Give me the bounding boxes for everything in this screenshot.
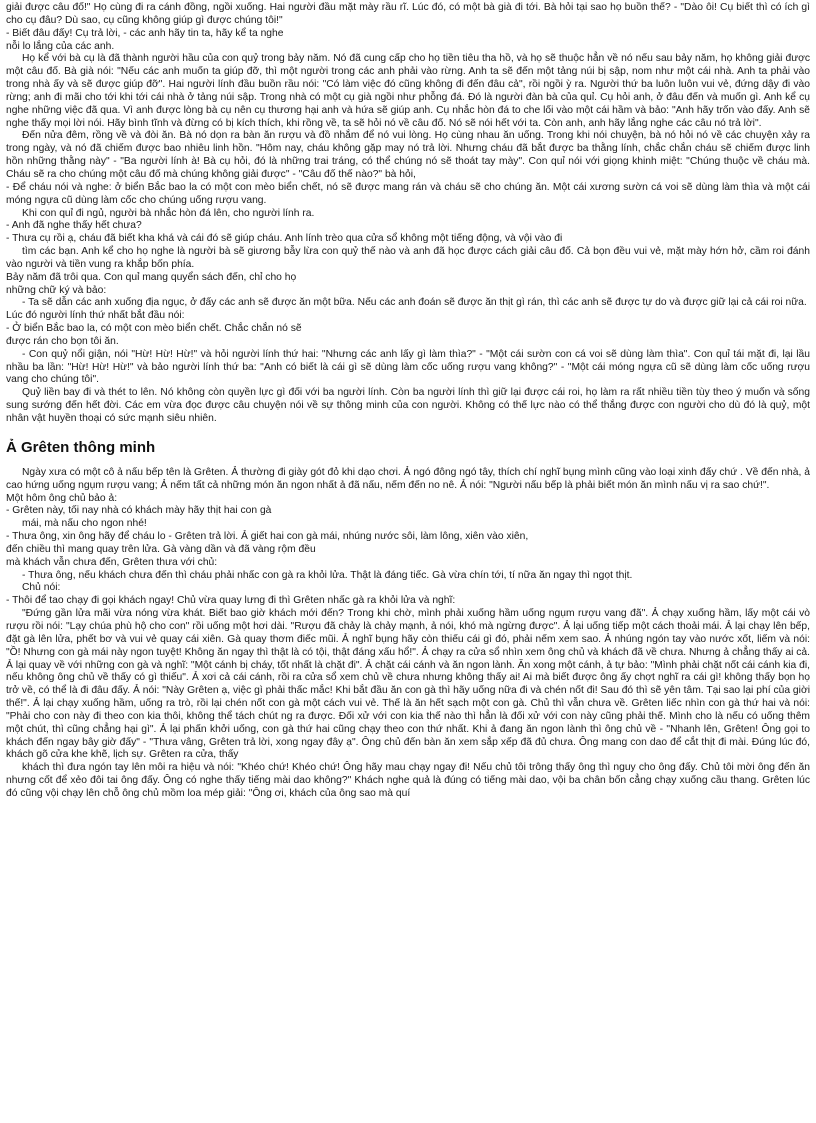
paragraph: Khi con quỉ đi ngủ, người bà nhắc hòn đá lên, cho người lính ra. [22,207,315,219]
paragraph: Một hôm ông chủ bảo ả: [6,492,118,504]
paragraph: giải được câu đố!" Họ cùng đi ra cánh đồng, ngồi xuống. Hai người đầu mặt mày rầu rĩ. Lúc đó, có một bà già đi tới. Bà hỏi tại sao họ buồn thế? - "Dào ôi! Cụ biết thì có ích gì cho cụ đâu? Dù sao, cụ cũng không giúp gì được chúng tôi!" [6,2,810,26]
paragraph: - Để cháu nói và nghe: ở biển Bắc bao la có một con mèo biển chết, nó sẽ được mang rán và cháu sẽ cho chúng ăn. Một cái xương sườn cá voi sẽ dùng làm thìa và một cái móng ngựa cũ dùng làm cốc cho chúng uống rượu vang. [6,181,810,206]
paragraph: Quỷ liền bay đi và thét to lên. Nó không còn quyền lực gì đối với ba người lính. Còn ba người lính thì giữ lại được cái roi, họ làm ra rất nhiều tiền tùy theo ý muốn và sống sung sướng đến hết đời. Các em vừa đọc được câu chuyện nói về sự thông minh của con người. Không có thế lực nào có thể thắng được con người cho dù đó là quỷ, một nhân vật huyền thoại có sức mạnh siêu nhiên. [6,387,810,424]
paragraph: Họ kể với bà cụ là đã thành người hầu của con quỷ trong bảy năm. Nó đã cung cấp cho họ tiền tiêu tha hồ, và họ sẽ thuộc hẳn về nó nếu sau bảy năm, họ không giải được một câu đố. Bà già nói: "Nếu các anh muốn ta giúp đỡ, thì một người trong các anh phải vào rừng. Anh ta sẽ đến một tảng núi bị sập, nom như một cái nhà. Anh ta phải vào trong nhà ấy và sẽ được giúp đỡ". Hai người lính đầu buồn rầu nói: "Có làm việc đó cũng không đi đến đâu cả", rồi ngồi ỳ ra. Người thứ ba luôn luôn vui vẻ, đứng dậy đi vào rừng; anh đi mãi cho tới khi tới cái nhà ở tảng núi sập. Trong nhà có một cụ già ngồi như phỗng đá. Đó là người đàn bà của quỉ. Cụ hỏi anh, ở đâu đến và muốn gì. Anh kể cụ nghe những việc đã qua. Vì anh được lòng bà cụ nên cụ thương hại anh và hứa sẽ giúp anh. Cụ nhắc hòn đá to che lối vào một cái hầm và bảo: "Anh hãy trốn vào đấy. Anh sẽ nghe thấy mọi lời nói. Hãy bình tĩnh và đừng có bị kích thích, khi rồng về, ta sẽ hỏi nó về câu đố. Nó sẽ nói hết với ta. Còn anh, anh hãy lắng nghe các câu nó trả lời". [6,53,810,129]
paragraph: Ngày xưa có một cô ả nấu bếp tên là Grêten. Ả thường đi giày gót đỏ khi dạo chơi. Ả ngó đông ngó tây, thích chí nghĩ bụng mình cũng vào loại xinh đấy chứ . Về đến nhà, ả cao hứng uống ngụm rượu vang; Ả nếm tất cả những món ăn ngon nhất ả đã nấu, nếm đến no nê. Ả nói: "Người nấu bếp là phải biết món ăn mình nấu vị ra sao chứ!". [6,466,810,491]
paragraph: - Thôi để tao chạy đi gọi khách ngay! Chủ vừa quay lưng đi thì Grêten nhấc gà ra khỏi lửa và nghĩ: [6,595,456,607]
paragraph: - Thưa cụ rồi ạ, cháu đã biết kha khá và cái đó sẽ giúp cháu. Anh lính trèo qua cửa sổ không một tiếng động, và vội vào đi [6,233,563,245]
paragraph: được rán cho bọn tôi ăn. [6,335,119,347]
paragraph: những chữ ký và bảo: [6,284,107,296]
section-heading-clever-gretel: Ả Grêten thông minh [6,438,156,456]
paragraph: nỗi lo lắng của các anh. [6,40,115,52]
paragraph: - Anh đã nghe thấy hết chưa? [6,220,142,232]
paragraph: Đến nửa đêm, rồng về và đòi ăn. Bà nó dọn ra bàn ăn rượu và đồ nhắm để nó vui lòng. Họ cùng nhau ăn uống. Trong khi nói chuyện, bà nó hỏi nó về các chuyện xảy ra trong ngày, và nó đã chiếm được bao nhiêu linh hồn. "Hôm nay, cháu không gặp may nó trả lời. Nhưng cháu đã bắt được ba thằng lính, chắc chắn cháu sẽ chiếm được linh hồn những thằng này" - "Ba người lính à! Bà cụ hỏi, đó là những trai tráng, có thể chúng nó sẽ thoát tay mày". Con quỉ nói với giọng khinh miệt: "Chúng thuộc về cháu mà. Cháu sẽ ra cho chúng một câu đố mà chúng không giải được" - "Câu đố thế nào?" bà hỏi, [6,130,810,180]
paragraph: - Grêten này, tối nay nhà có khách mày hãy thịt hai con gà [6,505,272,517]
paragraph: "Đứng gần lửa mãi vừa nóng vừa khát. Biết bao giờ khách mới đến? Trong khi chờ, mình phải xuống hầm uống ngụm rượu vang đã". Ả chạy xuống hầm, lấy một cái vò rượu rồi nói: "Lạy chúa phù hộ cho con" rồi uống một hơi dài. "Rượu đã chảy là chảy mạnh, ả nói, khó mà ngừng được". Ả lại uống tiếp một cách thoải mái. Ả lại chạy lên bếp, đặt gà lên lửa, phết bơ và vui vẻ quay cái xiên. Gà quay thơm điếc mũi. Ả nghĩ bụng hãy còn thiếu cái gì đó, phải nếm xem sao. Ả nhúng ngón tay vào nước xốt, liếm và nói: "Ồ! Nhưng con gà mái này ngon tuyệt! Không ăn ngay thì thật là có tội, thật đáng xấu hổ!". Ả chạy ra cửa sổ nhìn xem ông chủ và khách đã về chưa. Nhưng ả chẳng thấy ai cả. Ả lại quay về với những con gà và nghĩ: "Một cánh bị cháy, tốt nhất là chặt đi". Ả chặt cái cánh và ăn ngon lành. Ăn xong một cánh, ả tự bảo: "Mình phải chặt nốt cái cánh kia đi, nếu không ông chủ về thấy có gì thiếu". Ả xơi cả cái cánh, rồi ra cửa sổ xem chủ về chưa nhưng không thấy ai! Ai mà biết được ông ấy chợt nghĩ ra cái gì! không thấy bọn họ trở về, có thể là đi đâu đấy. Ả nói: "Này Grêten ạ, việc gì phải thấc mắc! Khi bắt đầu ăn con gà thì hãy uống nữa đi và chén nốt đi! Sau đó thì sẽ yên tâm. Tại sao lại phí của giời thế!". Ả lại chạy xuống hầm, uống ra trò, rồi lại chén nốt con gà một cách vui vẻ. Thế là ăn hết sạch một con gà. Chủ thì vẫn chưa về. Grêten liếc nhìn con gà thứ hai và nói: "Phải cho con này đi theo con kia thôi, không thể tách chút ng ra được. Đối xử với con kia thế nào thì hẳn là đối xử với con này cũng phải thế. Mình cho là nếu có uống thêm một chút, thì cũng chẳng hại gì". Ả lại phấn khởi uống, con gà thứ hai cũng chạy theo con thứ nhất. Khi ả đang ăn ngon lành thì ông chủ về - "Nhanh lên, Grêten! Ông gọi to khách đến ngay bây giờ đấy" - "Thưa vâng, Grêten trả lời, xong ngay đây ạ". Ông chủ đến bàn ăn xem sắp xếp đã đủ chưa. Ông mang con dao để cắt thịt đi mài. Đúng lúc đó, khách gõ cửa khe khẽ, lịch sự. Grêten ra cửa, thấy [6,608,810,761]
paragraph: - Thưa ông, nếu khách chưa đến thì cháu phải nhấc con gà ra khỏi lửa. Thật là đáng tiếc. Gà vừa chín tới, tí nữa ăn ngay thì ngọt thịt. [22,569,633,581]
paragraph: tìm các bạn. Anh kể cho họ nghe là người bà sẽ giương bẫy lừa con quỷ thế nào và anh đã học được cách giải câu đố. Cả bọn đều vui vẻ, mặt mày hớn hở, cầm roi đánh vào người và tiền vung ra khắp bốn phía. [6,246,810,270]
paragraph: Lúc đó người lính thứ nhất bắt đầu nói: [6,310,185,322]
paragraph: - Ở biển Bắc bao la, có một con mèo biển chết. Chắc chắn nó sẽ [6,323,302,335]
story-devil-riddle [6,2,810,426]
paragraph: - Biết đâu đấy! Cụ trả lời, - các anh hãy tin ta, hãy kể ta nghe [6,27,284,39]
paragraph: mái, mà nấu cho ngon nhé! [22,518,147,530]
story-clever-gretel [6,467,810,801]
paragraph: - Ta sẽ dẫn các anh xuống địa ngục, ở đấy các anh sẽ được ăn một bữa. Nếu các anh đoán sẽ được ăn thịt gì rán, thì các anh sẽ được tự do và được giữ lại cả cái roi nữa. [22,297,807,309]
paragraph: đến chiều thì mang quay trên lửa. Gà vàng dần và đã vàng rộm đều [6,543,316,555]
paragraph: - Thưa ông, xin ông hãy để cháu lo - Grêten trả lời. Ả giết hai con gà mái, nhúng nước sôi, làm lông, xiên vào xiên, [6,531,529,543]
paragraph: khách thì đưa ngón tay lên môi ra hiệu và nói: "Khéo chứ! Khéo chứ! Ông hãy mau chạy ngay đi! Nếu chủ tôi trông thấy ông thì nguy cho ông đấy. Chủ tôi mời ông đến ăn nhưng cốt để xẻo đôi tai ông đấy. Ông có nghe thấy tiếng mài dao không?" Khách nghe quả là đúng có tiếng mài dao, vội ba chân bốn cẳng chạy xuống cầu thang. Grêten lúc đó cũng vội chạy lên chỗ ông chủ mồm loa mép giải: "Ông ơi, khách của ông sao mà quí [6,762,810,799]
paragraph: Chủ nói: [22,582,61,594]
paragraph: - Con quỷ nổi giận, nói "Hừ! Hừ! Hừ!" và hỏi người lính thứ hai: "Nhưng các anh lấy gì làm thìa?" - "Một cái sườn con cá voi sẽ dùng làm thìa". Con quỉ tái mặt đi, lại lầu nhầu ba lần: "Hừ! Hừ! Hừ!" và bảo người lính thứ ba: "Anh có biết là cái gì sẽ dùng làm cốc uống rượu vang không?" - "Một cái móng ngựa cũ sẽ dùng làm cốc uống rượu vang cho chúng tôi". [6,348,810,386]
paragraph: mà khách vẫn chưa đến, Grêten thưa với chủ: [6,556,218,568]
paragraph: Bảy năm đã trôi qua. Con quỉ mang quyển sách đến, chỉ cho họ [6,271,297,283]
